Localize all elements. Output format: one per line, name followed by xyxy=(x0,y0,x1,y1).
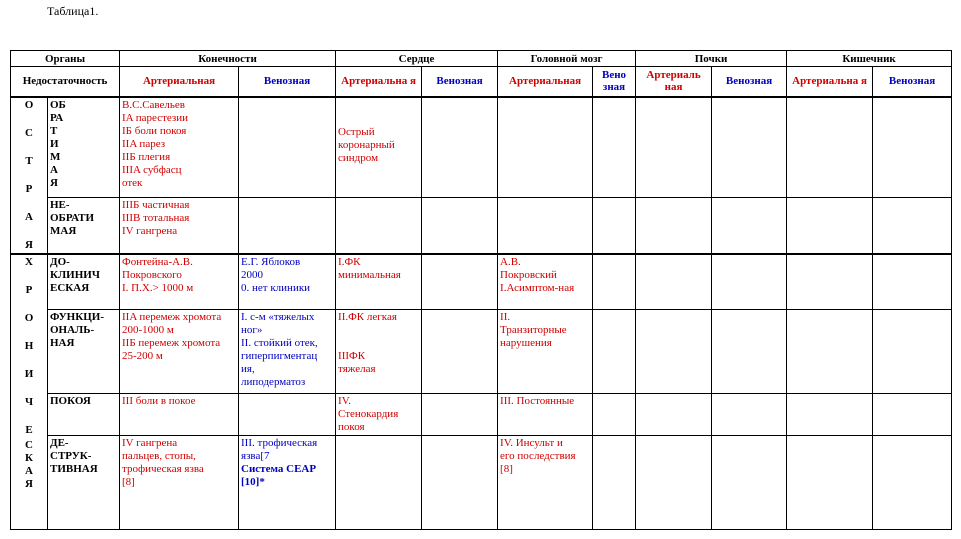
header-brain: Головной мозг xyxy=(498,51,636,67)
header-brain-venous: Вено зная xyxy=(593,67,636,97)
cell-empty xyxy=(239,197,336,253)
acute-irreversible-label: НЕ- ОБРАТИ МАЯ xyxy=(48,197,120,253)
acute-limb-arterial-irreversible: IIIБ частичная IIIВ тотальная IV гангрена xyxy=(120,197,239,253)
cell-empty xyxy=(422,394,498,436)
cell-empty xyxy=(712,254,787,310)
header-limbs: Конечности xyxy=(120,51,336,67)
header-limb-arterial: Артериальная xyxy=(120,67,239,97)
header-kidney-venous: Венозная xyxy=(712,67,787,97)
chronic-rest-label: ПОКОЯ xyxy=(48,394,120,436)
vertical-letter: О xyxy=(24,311,34,324)
cell-empty xyxy=(593,97,636,198)
vertical-letter: Е xyxy=(25,423,33,436)
chronic-rest-limb-venous xyxy=(239,394,336,436)
chronic-functional-heart-arterial: II.ФК легкая IIIФК тяжелая xyxy=(336,310,422,394)
chronic-destructive-label: ДЕ- СТРУК- ТИВНАЯ xyxy=(48,436,120,530)
chronic-functional-limb-venous: I. с-м «тяжелых ног» II. стойкий отек, гиперпигментац ия, липодерматоз xyxy=(239,310,336,394)
header-kidney-arterial: Артериаль ная xyxy=(636,67,712,97)
cell-empty xyxy=(712,310,787,394)
table-caption: Таблица1. xyxy=(47,4,99,18)
cell-empty xyxy=(787,436,873,530)
vertical-letter: О xyxy=(24,98,34,111)
header-heart: Сердце xyxy=(336,51,498,67)
venous-ulcer-text: III. трофическая язва[7 xyxy=(241,437,318,462)
chronic-preclinical-limb-arterial: Фонтейна-А.В. Покровского I. П.Х.> 1000 м xyxy=(120,254,239,310)
vertical-letter: С xyxy=(25,438,33,451)
cell-empty xyxy=(593,394,636,436)
chronic-functional-limb-arterial: IIA перемеж хромота 200-1000 м IIБ перемеж хромота 25-200 м xyxy=(120,310,239,394)
cell-empty xyxy=(422,97,498,198)
header-organs: Органы xyxy=(11,51,120,67)
vertical-letter: Ч xyxy=(24,395,34,408)
header-limb-venous: Венозная xyxy=(239,67,336,97)
acute-vertical-label xyxy=(11,97,48,254)
cell-empty xyxy=(422,310,498,394)
header-brain-arterial: Артериальная xyxy=(498,67,593,97)
cell-empty xyxy=(873,436,952,530)
cell-empty xyxy=(712,436,787,530)
cell-empty xyxy=(787,394,873,436)
cell-empty xyxy=(873,254,952,310)
chronic-destructive-heart-arterial xyxy=(336,436,422,530)
vertical-letter: Р xyxy=(25,182,33,195)
chronic-preclinical-label: ДО- КЛИНИЧ ЕСКАЯ xyxy=(48,254,120,310)
chronic-preclinical-limb-venous: Е.Г. Яблоков 2000 0. нет клиники xyxy=(239,254,336,310)
cell-empty xyxy=(422,436,498,530)
vertical-letter: С xyxy=(25,126,33,139)
chronic-destructive-brain-arterial: IV. Инсульт и его последствия [8] xyxy=(498,436,593,530)
vertical-letter: А xyxy=(25,210,33,223)
acute-reversible-label: ОБ РА Т И М А Я xyxy=(48,97,120,198)
cell-empty xyxy=(636,254,712,310)
acute-limb-arterial-reversible: В.С.Савельев IA парестезии IБ боли покоя IIA парез IIБ плегия IIIA субфасц отек xyxy=(120,97,239,198)
vertical-letter: Н xyxy=(24,339,34,352)
vertical-letter: К xyxy=(25,451,33,464)
cell-empty xyxy=(636,197,712,253)
cell-empty xyxy=(422,197,498,253)
cell-empty xyxy=(422,254,498,310)
cell-empty xyxy=(873,310,952,394)
header-heart-arterial: Артериальна я xyxy=(336,67,422,97)
chronic-rest-heart-arterial: IV. Стенокардия покоя xyxy=(336,394,422,436)
chronic-functional-brain-arterial: II. Транзиторные нарушения xyxy=(498,310,593,394)
vertical-letter: Я xyxy=(25,238,33,251)
vertical-letter: Р xyxy=(25,283,33,296)
chronic-rest-brain-arterial: III. Постоянные xyxy=(498,394,593,436)
chronic-preclinical-heart-arterial: I.ФК минимальная xyxy=(336,254,422,310)
cell-empty xyxy=(787,310,873,394)
cell-empty xyxy=(787,97,873,198)
cell-empty xyxy=(712,197,787,253)
vertical-letter: Я xyxy=(25,477,33,490)
cell-empty xyxy=(787,197,873,253)
header-intestine-arterial: Артериальна я xyxy=(787,67,873,97)
header-heart-venous: Венозная xyxy=(422,67,498,97)
cell-empty xyxy=(712,394,787,436)
cell-empty xyxy=(712,97,787,198)
cell-empty xyxy=(636,436,712,530)
chronic-preclinical-brain-arterial: А.В. Покровский I.Асимптом-ная xyxy=(498,254,593,310)
cell-empty xyxy=(593,436,636,530)
cell-empty xyxy=(636,394,712,436)
cell-empty xyxy=(239,97,336,198)
cell-empty xyxy=(593,254,636,310)
chronic-destructive-limb-venous xyxy=(239,436,336,530)
cell-empty xyxy=(636,310,712,394)
cell-empty xyxy=(873,394,952,436)
cell-empty xyxy=(636,97,712,198)
vertical-letter: И xyxy=(24,367,34,380)
header-intestine: Кишечник xyxy=(787,51,952,67)
cell-empty xyxy=(873,97,952,198)
acute-heart-arterial: Острый коронарный синдром xyxy=(336,97,422,198)
cell-empty xyxy=(787,254,873,310)
chronic-functional-label: ФУНКЦИ- ОНАЛЬ- НАЯ xyxy=(48,310,120,394)
cell-empty xyxy=(593,310,636,394)
header-intestine-venous: Венозная xyxy=(873,67,952,97)
header-kidneys: Почки xyxy=(636,51,787,67)
cell-empty xyxy=(498,97,593,198)
ceap-system-text: Система CEAP [10]* xyxy=(241,463,317,488)
cell-empty xyxy=(873,197,952,253)
classification-table xyxy=(10,50,952,530)
chronic-vertical-label xyxy=(11,254,48,530)
chronic-destructive-limb-arterial: IV гангрена пальцев, стопы, трофическая язва [8] xyxy=(120,436,239,530)
vertical-letter: Х xyxy=(25,255,33,268)
header-insufficiency: Недостаточность xyxy=(11,67,120,97)
cell-empty xyxy=(336,197,422,253)
vertical-letter: А xyxy=(25,464,33,477)
vertical-letter: Т xyxy=(25,154,33,167)
chronic-rest-limb-arterial: III боли в покое xyxy=(120,394,239,436)
cell-empty xyxy=(593,197,636,253)
cell-empty xyxy=(498,197,593,253)
